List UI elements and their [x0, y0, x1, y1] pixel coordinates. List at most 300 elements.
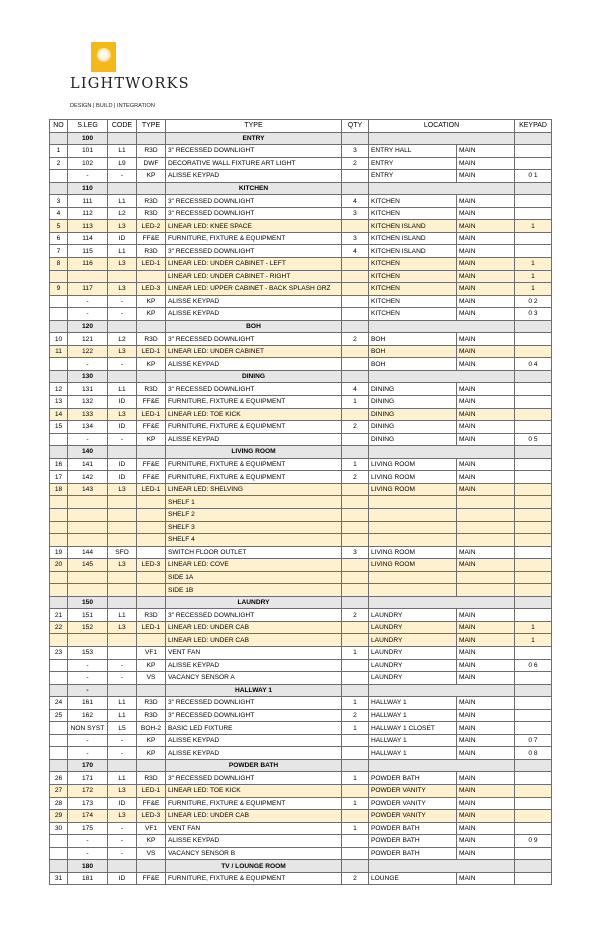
cell-code — [108, 860, 137, 873]
cell-description: ALISSE KEYPAD — [166, 659, 342, 672]
cell-code — [108, 584, 137, 597]
cell-qty — [342, 672, 369, 685]
cell-keypad: 1 — [515, 634, 552, 647]
cell-qty — [342, 734, 369, 747]
cell-qty — [342, 860, 369, 873]
cell-code — [108, 320, 137, 333]
cell-type: R3D — [137, 383, 166, 396]
cell-description: FURNITURE, FIXTURE & EQUIPMENT — [166, 458, 342, 471]
cell-area — [457, 571, 515, 584]
cell-code: L1 — [108, 145, 137, 158]
room-header-row — [50, 860, 552, 873]
cell-code — [108, 634, 137, 647]
table-row — [50, 433, 552, 446]
cell-type: FF&E — [137, 421, 166, 434]
cell-description: ALISSE KEYPAD — [166, 308, 342, 321]
table-row — [50, 709, 552, 722]
table-row — [50, 772, 552, 785]
cell-no — [50, 722, 68, 735]
cell-location: LAUNDRY — [369, 609, 457, 622]
cell-no — [50, 584, 68, 597]
cell-location — [369, 534, 457, 547]
cell-qty — [342, 521, 369, 534]
cell-no: 12 — [50, 383, 68, 396]
cell-location: POWDER VANITY — [369, 784, 457, 797]
cell-code: ID — [108, 458, 137, 471]
cell-location: LIVING ROOM — [369, 483, 457, 496]
cell-keypad — [515, 596, 552, 609]
room-header-row — [50, 132, 552, 145]
cell-qty — [342, 182, 369, 195]
cell-description: ALISSE KEYPAD — [166, 433, 342, 446]
cell-sleg — [68, 571, 108, 584]
cell-qty — [342, 433, 369, 446]
cell-keypad — [515, 546, 552, 559]
table-row — [50, 358, 552, 371]
cell-code: ID — [108, 471, 137, 484]
logo-tagline: DESIGN | BUILD | INTEGRATION — [70, 103, 155, 109]
cell-code — [108, 521, 137, 534]
cell-keypad: 0 8 — [515, 747, 552, 760]
table-row-highlighted — [50, 408, 552, 421]
cell-no — [50, 659, 68, 672]
cell-keypad — [515, 320, 552, 333]
lightbulb-icon — [91, 42, 116, 72]
room-header-row — [50, 446, 552, 459]
table-row — [50, 383, 552, 396]
room-header-row — [50, 370, 552, 383]
cell-sleg: 117 — [68, 283, 108, 296]
cell-qty — [342, 659, 369, 672]
cell-type: LED-1 — [137, 408, 166, 421]
cell-description: ALISSE KEYPAD — [166, 358, 342, 371]
cell-qty: 2 — [342, 471, 369, 484]
cell-description: LINEAR LED: KNEE SPACE — [166, 220, 342, 233]
cell-area: MAIN — [457, 810, 515, 823]
cell-location: KITCHEN — [369, 308, 457, 321]
cell-code: - — [108, 734, 137, 747]
cell-type: R3D — [137, 145, 166, 158]
cell-code: - — [108, 672, 137, 685]
cell-area: MAIN — [457, 483, 515, 496]
cell-area — [457, 534, 515, 547]
table-row-highlighted — [50, 634, 552, 647]
cell-keypad — [515, 157, 552, 170]
cell-qty — [342, 220, 369, 233]
cell-qty — [342, 320, 369, 333]
cell-code — [108, 270, 137, 283]
cell-description: VENT FAN — [166, 646, 342, 659]
cell-keypad — [515, 245, 552, 258]
cell-description: ALISSE KEYPAD — [166, 734, 342, 747]
cell-sleg: 144 — [68, 546, 108, 559]
room-header-row — [50, 596, 552, 609]
cell-code — [108, 496, 137, 509]
cell-sleg — [68, 496, 108, 509]
cell-area: MAIN — [457, 609, 515, 622]
cell-sleg: - — [68, 747, 108, 760]
cell-location: KITCHEN — [369, 207, 457, 220]
cell-description: FURNITURE, FIXTURE & EQUIPMENT — [166, 232, 342, 245]
cell-no: 10 — [50, 333, 68, 346]
cell-code — [108, 571, 137, 584]
cell-area: MAIN — [457, 145, 515, 158]
cell-qty — [342, 446, 369, 459]
cell-area: MAIN — [457, 634, 515, 647]
cell-no — [50, 835, 68, 848]
cell-type — [137, 534, 166, 547]
cell-area — [457, 521, 515, 534]
cell-type: R3D — [137, 609, 166, 622]
cell-code: - — [108, 295, 137, 308]
cell-no: 20 — [50, 559, 68, 572]
cell-area: MAIN — [457, 797, 515, 810]
cell-area: MAIN — [457, 559, 515, 572]
cell-code — [108, 508, 137, 521]
cell-code: L3 — [108, 283, 137, 296]
cell-keypad — [515, 496, 552, 509]
room-number: - — [68, 684, 108, 697]
cell-no: 1 — [50, 145, 68, 158]
cell-no: 18 — [50, 483, 68, 496]
cell-description: 3" RECESSED DOWNLIGHT — [166, 333, 342, 346]
cell-no — [50, 170, 68, 183]
cell-type: FF&E — [137, 232, 166, 245]
cell-keypad — [515, 584, 552, 597]
cell-no — [50, 571, 68, 584]
room-title: KITCHEN — [166, 182, 342, 195]
cell-code: L1 — [108, 245, 137, 258]
cell-type: R3D — [137, 245, 166, 258]
cell-code: L3 — [108, 220, 137, 233]
cell-keypad — [515, 471, 552, 484]
col-code: CODE — [108, 120, 137, 133]
cell-sleg: - — [68, 734, 108, 747]
cell-location: KITCHEN ISLAND — [369, 245, 457, 258]
cell-keypad — [515, 709, 552, 722]
cell-code — [108, 446, 137, 459]
cell-keypad — [515, 521, 552, 534]
cell-description: VENT FAN — [166, 822, 342, 835]
cell-area: MAIN — [457, 195, 515, 208]
cell-location — [369, 132, 515, 145]
cell-area: MAIN — [457, 709, 515, 722]
cell-keypad — [515, 458, 552, 471]
cell-no: 9 — [50, 283, 68, 296]
cell-keypad — [515, 609, 552, 622]
cell-qty: 1 — [342, 722, 369, 735]
cell-keypad — [515, 232, 552, 245]
cell-description: 3" RECESSED DOWNLIGHT — [166, 195, 342, 208]
cell-qty — [342, 784, 369, 797]
cell-description: SHELF 4 — [166, 534, 342, 547]
cell-qty: 1 — [342, 822, 369, 835]
cell-area: MAIN — [457, 546, 515, 559]
cell-keypad — [515, 483, 552, 496]
room-number: 100 — [68, 132, 108, 145]
cell-code — [108, 596, 137, 609]
table-row — [50, 672, 552, 685]
cell-code: L3 — [108, 621, 137, 634]
cell-code: L3 — [108, 408, 137, 421]
cell-sleg: 132 — [68, 396, 108, 409]
cell-description: SHELF 1 — [166, 496, 342, 509]
cell-location: LIVING ROOM — [369, 559, 457, 572]
cell-area: MAIN — [457, 157, 515, 170]
cell-qty: 3 — [342, 145, 369, 158]
cell-location: POWDER VANITY — [369, 810, 457, 823]
cell-qty: 2 — [342, 157, 369, 170]
cell-sleg: 142 — [68, 471, 108, 484]
cell-description: LINEAR LED: UNDER CABINET - RIGHT — [166, 270, 342, 283]
cell-type: R3D — [137, 333, 166, 346]
cell-sleg: 134 — [68, 421, 108, 434]
cell-code: - — [108, 835, 137, 848]
cell-qty — [342, 308, 369, 321]
cell-sleg: - — [68, 170, 108, 183]
table-row-highlighted — [50, 571, 552, 584]
cell-qty — [342, 283, 369, 296]
cell-type: R3D — [137, 207, 166, 220]
cell-no — [50, 596, 68, 609]
cell-description: 3" RECESSED DOWNLIGHT — [166, 709, 342, 722]
cell-location — [369, 370, 515, 383]
cell-qty: 1 — [342, 458, 369, 471]
cell-location: HALLWAY 1 CLOSET — [369, 722, 457, 735]
cell-qty — [342, 835, 369, 848]
cell-sleg: 175 — [68, 822, 108, 835]
cell-type: VF1 — [137, 646, 166, 659]
cell-no — [50, 358, 68, 371]
cell-sleg — [68, 508, 108, 521]
table-row — [50, 170, 552, 183]
cell-area: MAIN — [457, 270, 515, 283]
cell-description: 3" RECESSED DOWNLIGHT — [166, 609, 342, 622]
cell-qty — [342, 847, 369, 860]
cell-description: SWITCH FLOOR OUTLET — [166, 546, 342, 559]
cell-sleg: - — [68, 835, 108, 848]
cell-keypad: 0 9 — [515, 835, 552, 848]
cell-description: VACANCY SENSOR A — [166, 672, 342, 685]
cell-no: 13 — [50, 396, 68, 409]
table-row — [50, 458, 552, 471]
cell-type: KP — [137, 433, 166, 446]
cell-description: ALISSE KEYPAD — [166, 835, 342, 848]
cell-sleg: 133 — [68, 408, 108, 421]
cell-description: ALISSE KEYPAD — [166, 170, 342, 183]
cell-keypad: 0 4 — [515, 358, 552, 371]
cell-keypad — [515, 722, 552, 735]
cell-description: VACANCY SENSOR B — [166, 847, 342, 860]
room-number: 140 — [68, 446, 108, 459]
cell-location: KITCHEN — [369, 283, 457, 296]
cell-qty: 2 — [342, 333, 369, 346]
cell-no — [50, 370, 68, 383]
table-row — [50, 245, 552, 258]
cell-type: VS — [137, 847, 166, 860]
cell-sleg: 143 — [68, 483, 108, 496]
cell-location: KITCHEN ISLAND — [369, 220, 457, 233]
cell-qty — [342, 170, 369, 183]
cell-description: LINEAR LED: SHELVING — [166, 483, 342, 496]
cell-sleg: - — [68, 295, 108, 308]
cell-area: MAIN — [457, 847, 515, 860]
cell-no: 24 — [50, 697, 68, 710]
cell-type: FF&E — [137, 471, 166, 484]
cell-sleg: 181 — [68, 872, 108, 885]
col-type-desc: TYPE — [166, 120, 342, 133]
cell-qty — [342, 571, 369, 584]
cell-type: KP — [137, 170, 166, 183]
cell-keypad — [515, 784, 552, 797]
cell-no — [50, 534, 68, 547]
cell-area: MAIN — [457, 772, 515, 785]
cell-location: LAUNDRY — [369, 621, 457, 634]
cell-location: BOH — [369, 345, 457, 358]
cell-type — [137, 546, 166, 559]
room-number: 120 — [68, 320, 108, 333]
cell-sleg: 151 — [68, 609, 108, 622]
cell-code: - — [108, 747, 137, 760]
cell-area: MAIN — [457, 333, 515, 346]
cell-type — [137, 521, 166, 534]
cell-code — [108, 646, 137, 659]
cell-location — [369, 508, 457, 521]
table-row — [50, 747, 552, 760]
cell-location: LAUNDRY — [369, 659, 457, 672]
cell-location: LIVING ROOM — [369, 471, 457, 484]
cell-sleg — [68, 521, 108, 534]
cell-description: SHELF 3 — [166, 521, 342, 534]
cell-location: ENTRY — [369, 157, 457, 170]
cell-description: FURNITURE, FIXTURE & EQUIPMENT — [166, 471, 342, 484]
cell-keypad — [515, 772, 552, 785]
cell-description: LINEAR LED: TOE KICK — [166, 408, 342, 421]
cell-qty — [342, 634, 369, 647]
cell-location: KITCHEN — [369, 270, 457, 283]
cell-sleg: 112 — [68, 207, 108, 220]
cell-description: DECORATIVE WALL FIXTURE ART LIGHT — [166, 157, 342, 170]
cell-code: - — [108, 822, 137, 835]
cell-location: BOH — [369, 333, 457, 346]
table-row — [50, 308, 552, 321]
cell-sleg — [68, 534, 108, 547]
cell-no: 15 — [50, 421, 68, 434]
cell-location: ENTRY HALL — [369, 145, 457, 158]
cell-location: DINING — [369, 421, 457, 434]
cell-code — [108, 534, 137, 547]
cell-area: MAIN — [457, 822, 515, 835]
cell-description: ALISSE KEYPAD — [166, 295, 342, 308]
cell-type — [137, 320, 166, 333]
cell-code — [108, 182, 137, 195]
lighting-schedule-table — [49, 119, 552, 885]
col-sleg: S.LEG — [68, 120, 108, 133]
cell-sleg — [68, 584, 108, 597]
room-title: POWDER BATH — [166, 759, 342, 772]
room-header-row — [50, 759, 552, 772]
cell-location — [369, 182, 515, 195]
cell-keypad — [515, 508, 552, 521]
cell-sleg: 122 — [68, 345, 108, 358]
cell-type — [137, 132, 166, 145]
cell-no: 22 — [50, 621, 68, 634]
cell-type: R3D — [137, 195, 166, 208]
cell-no: 23 — [50, 646, 68, 659]
cell-sleg: 172 — [68, 784, 108, 797]
cell-code — [108, 684, 137, 697]
cell-location — [369, 684, 515, 697]
cell-location — [369, 521, 457, 534]
cell-qty — [342, 508, 369, 521]
table-row — [50, 659, 552, 672]
cell-location — [369, 320, 515, 333]
table-row — [50, 396, 552, 409]
cell-code: L1 — [108, 697, 137, 710]
cell-no — [50, 508, 68, 521]
cell-keypad — [515, 697, 552, 710]
cell-qty: 1 — [342, 396, 369, 409]
cell-description: 3" RECESSED DOWNLIGHT — [166, 245, 342, 258]
cell-qty — [342, 295, 369, 308]
table-row — [50, 722, 552, 735]
cell-area: MAIN — [457, 283, 515, 296]
cell-qty: 4 — [342, 195, 369, 208]
cell-keypad — [515, 559, 552, 572]
cell-type — [137, 508, 166, 521]
cell-type: KP — [137, 295, 166, 308]
cell-location: HALLWAY 1 — [369, 734, 457, 747]
cell-qty — [342, 621, 369, 634]
cell-qty: 2 — [342, 421, 369, 434]
table-row-highlighted — [50, 258, 552, 271]
cell-sleg: 162 — [68, 709, 108, 722]
cell-code: L1 — [108, 383, 137, 396]
cell-area: MAIN — [457, 672, 515, 685]
cell-area: MAIN — [457, 258, 515, 271]
cell-qty — [342, 258, 369, 271]
cell-type — [137, 270, 166, 283]
room-title: LIVING ROOM — [166, 446, 342, 459]
logo-name: LIGHTWORKS — [70, 76, 190, 92]
cell-area: MAIN — [457, 784, 515, 797]
cell-sleg: - — [68, 672, 108, 685]
cell-keypad — [515, 797, 552, 810]
table-row-highlighted — [50, 584, 552, 597]
cell-code — [108, 132, 137, 145]
cell-qty — [342, 747, 369, 760]
room-title: DINING — [166, 370, 342, 383]
cell-type: FF&E — [137, 458, 166, 471]
cell-qty: 2 — [342, 609, 369, 622]
room-number: 110 — [68, 182, 108, 195]
cell-description: 3" RECESSED DOWNLIGHT — [166, 207, 342, 220]
cell-sleg: 115 — [68, 245, 108, 258]
cell-location — [369, 596, 515, 609]
cell-keypad — [515, 145, 552, 158]
cell-no: 4 — [50, 207, 68, 220]
cell-type: BOH-2 — [137, 722, 166, 735]
cell-keypad — [515, 847, 552, 860]
cell-keypad: 0 5 — [515, 433, 552, 446]
cell-area — [457, 496, 515, 509]
cell-type: LED-1 — [137, 621, 166, 634]
cell-type — [137, 182, 166, 195]
room-header-row — [50, 182, 552, 195]
cell-type — [137, 571, 166, 584]
cell-code: L1 — [108, 195, 137, 208]
cell-area: MAIN — [457, 245, 515, 258]
